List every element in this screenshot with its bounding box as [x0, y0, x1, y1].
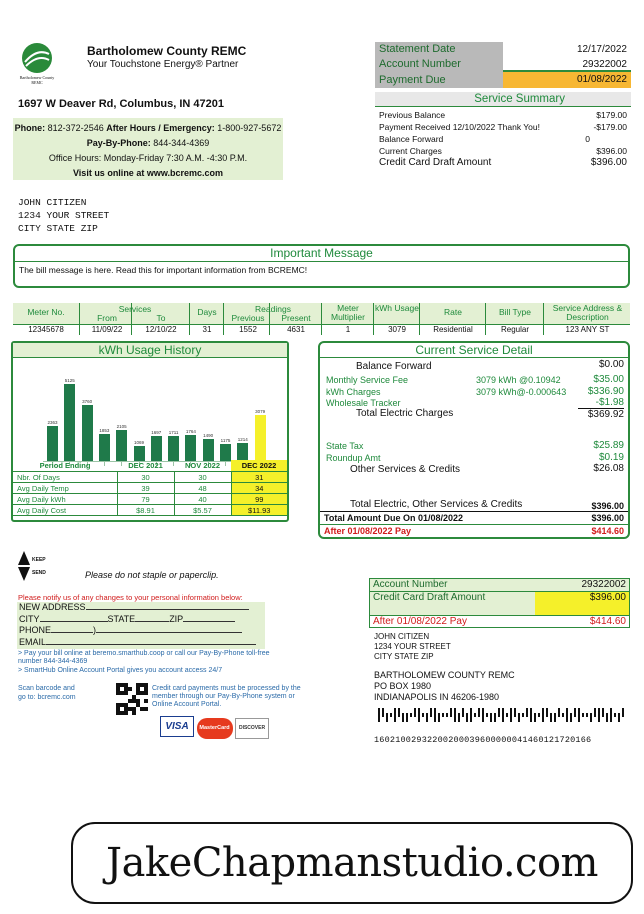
phone-paren: ): [93, 625, 97, 635]
usage-bar-label: 5125: [64, 378, 75, 383]
barcode-bar: [450, 708, 452, 717]
current-detail-title: Current Service Detail: [320, 343, 628, 358]
usage-bar-label: 1764: [185, 429, 196, 434]
remit-pobox: PO BOX 1980: [374, 681, 432, 691]
kwh-charges-label: kWh Charges: [326, 387, 381, 397]
zip-label: ZIP: [169, 613, 184, 624]
barcode-bar: [514, 708, 516, 717]
state-label: STATE: [107, 613, 136, 624]
barcode-bar: [458, 713, 460, 722]
barcode-bar: [442, 713, 444, 717]
barcode-bar: [474, 713, 476, 717]
barcode-bar: [454, 708, 456, 722]
from-date-header: From: [97, 313, 117, 323]
service-summary: [375, 92, 631, 169]
kwh-charges-detail: 3079 kWh@-0.000643: [476, 387, 567, 397]
statement-date: 12/17/2022: [576, 44, 627, 55]
kwh-charges-value: $336.90: [587, 386, 624, 397]
important-message-box: [13, 244, 630, 288]
barcode-bar: [602, 708, 604, 717]
email-field[interactable]: [46, 637, 256, 645]
usage-bar-label: 2105: [116, 424, 127, 429]
barcode-bar: [570, 713, 572, 722]
credit-card-draft-label: Credit Card Draft Amount: [379, 157, 492, 168]
days-value: 31: [202, 325, 212, 334]
to-date-header: To: [156, 313, 166, 323]
barcode-bar: [566, 708, 568, 722]
phone-area-field[interactable]: [51, 625, 93, 633]
zip-field[interactable]: [183, 614, 235, 622]
usage-row-label: Nbr. Of Days: [13, 472, 117, 483]
state-tax-label: State Tax: [326, 441, 364, 451]
usage-row-dec-2021: 39: [117, 483, 174, 494]
barcode-bar: [554, 713, 556, 722]
kwh-usage-value: 3079: [388, 325, 406, 334]
statement-date-label: Statement Date: [375, 42, 503, 57]
account-number: 29322002: [582, 59, 627, 70]
from-date-value: 11/09/22: [91, 325, 123, 334]
barcode-bar: [470, 708, 472, 722]
usage-chart: [43, 378, 283, 462]
usage-row-nov-2022: $5.57: [174, 505, 231, 516]
scan-barcode-note: Scan barcode and go to: bcremc.com: [18, 685, 76, 701]
usage-bar: [255, 415, 266, 462]
usage-bar: [151, 436, 162, 462]
logo-text: Bartholomew County REMC: [19, 75, 55, 85]
usage-bar: [168, 436, 179, 462]
smarthub-note: > SmartHub Online Account Portal gives you account access 24/7: [18, 667, 223, 674]
postal-barcode: [378, 708, 626, 722]
watermark-text: JakeChapmanstudio.com: [106, 840, 598, 886]
barcode-bar: [414, 708, 416, 717]
barcode-bar: [530, 708, 532, 722]
meter-no-header: Meter No.: [27, 307, 65, 317]
payment-received-value: -$179.00: [593, 122, 627, 132]
barcode-bar: [586, 713, 588, 717]
remit-after-label: After 01/08/2022 Pay: [373, 616, 467, 627]
usage-row-dec-2022: 99: [231, 494, 287, 505]
remit-ccd-label: Credit Card Draft Amount: [370, 592, 535, 615]
credit-card-note: Credit card payments must be processed by the member through our Pay-By-Phone system or Online Account Portal.: [152, 685, 301, 708]
remit-account-label: Account Number: [373, 579, 448, 590]
customer-street: 1234 YOUR STREET: [18, 210, 110, 221]
important-message-title: Important Message: [15, 246, 628, 262]
company-name: Bartholomew County REMC: [87, 44, 247, 58]
keep-label: KEEP: [32, 557, 46, 563]
meter-no-value: 12345678: [28, 325, 64, 334]
col-nov-2022-header: NOV 2022: [184, 461, 221, 470]
barcode-bar: [478, 708, 480, 717]
no-staple-note: Please do not staple or paperclip.: [85, 570, 219, 580]
website-text: Visit us online at www.bcremc.com: [72, 168, 224, 178]
barcode-bar: [438, 713, 440, 722]
barcode-bar: [518, 713, 520, 722]
monthly-fee-value: $35.00: [593, 374, 624, 385]
city-label: CITY: [19, 613, 40, 624]
send-label: SEND: [32, 570, 46, 576]
account-number-label: Account Number: [375, 57, 503, 72]
barcode-bar: [394, 708, 396, 722]
usage-row-dec-2021: $8.91: [117, 505, 174, 516]
barcode-bar: [590, 713, 592, 722]
barcode-bar: [550, 713, 552, 722]
barcode-bar: [462, 708, 464, 717]
service-address-value: 123 ANY ST: [565, 325, 610, 334]
barcode-bar: [558, 708, 560, 717]
watermark-box: [71, 822, 633, 904]
barcode-bar: [382, 708, 384, 717]
barcode-bar: [622, 708, 624, 717]
visa-icon: VISA: [160, 716, 194, 737]
usage-row-dec-2022: $11.93: [231, 505, 287, 516]
multiplier-value: 1: [345, 325, 351, 334]
customer-city: CITY STATE ZIP: [18, 223, 98, 234]
barcode-bar: [578, 708, 580, 722]
payment-received-label: Payment Received 12/10/2022 Thank You!: [379, 122, 540, 132]
wholesale-tracker-label: Wholesale Tracker: [326, 398, 401, 408]
remit-after-value: $414.60: [589, 616, 626, 627]
usage-bar: [64, 384, 75, 462]
barcode-bar: [406, 713, 408, 722]
usage-bar-label: 1069: [133, 440, 144, 445]
barcode-bar: [582, 713, 584, 717]
barcode-bar: [386, 713, 388, 722]
usage-row-label: Avg Daily kWh: [13, 494, 117, 505]
state-field[interactable]: [135, 614, 169, 622]
customer-address: [18, 196, 109, 235]
usage-row: [13, 483, 287, 494]
previous-reading-header: Previous: [231, 313, 265, 323]
balance-forward-detail-value: $0.00: [598, 359, 624, 370]
previous-reading-value: 1552: [239, 325, 257, 334]
phone-field[interactable]: [96, 625, 242, 633]
office-hours: Office Hours: Monday-Friday 7:30 A.M. -4:30 P.M.: [48, 153, 248, 163]
usage-bar-label: 2363: [47, 420, 58, 425]
total-all-value: $396.00: [591, 501, 624, 511]
balance-forward-label: Balance Forward: [379, 134, 444, 144]
contact-box: [13, 118, 283, 180]
new-address-label: NEW ADDRESS: [19, 602, 86, 612]
barcode-bar: [606, 713, 608, 722]
card-logos: [160, 716, 269, 738]
phone-number: 812-372-2546: [47, 123, 104, 133]
remit-customer-city: CITY STATE ZIP: [374, 652, 434, 661]
usage-row: [13, 505, 287, 516]
remit-account-number: 29322002: [581, 579, 626, 590]
usage-bar-label: 1711: [168, 430, 179, 435]
usage-bar: [185, 435, 196, 462]
phone-field-label: PHONE: [19, 625, 52, 635]
barcode-bar: [610, 708, 612, 722]
company-logo: [14, 40, 60, 86]
usage-table: [13, 460, 287, 516]
present-reading-header: Present: [281, 313, 311, 323]
period-ending-header: Period Ending: [39, 461, 91, 470]
usage-bar: [203, 439, 214, 462]
barcode-bar: [426, 713, 428, 722]
barcode-bar: [502, 708, 504, 722]
barcode-bar: [574, 708, 576, 717]
barcode-bar: [378, 708, 380, 722]
remit-customer-name: JOHN CITIZEN: [374, 632, 430, 641]
barcode-bar: [390, 713, 392, 717]
monthly-fee-detail: 3079 kWh @0.10942: [476, 375, 561, 385]
col-dec-2021-header: DEC 2021: [128, 461, 163, 470]
previous-reading-group-header: Readings: [255, 304, 291, 314]
total-due-value: $396.00: [591, 513, 624, 523]
current-service-detail: [318, 341, 630, 539]
pay-by-phone-number: 844-344-4369: [153, 138, 210, 148]
barcode-bar: [482, 708, 484, 722]
pay-online-note: > Pay your bill online at beremo.smarthub.coop or call our Pay-By-Phone toll-free number 844-344-4369: [18, 650, 270, 665]
multiplier-header: Meter Multiplier: [330, 303, 365, 322]
from-date-group-header: Services: [118, 304, 152, 314]
after-hours-number: 1-800-927-5672: [217, 123, 282, 133]
barcode-bar: [446, 713, 448, 717]
usage-row-dec-2022: 31: [231, 472, 287, 483]
new-address-field[interactable]: [86, 602, 249, 610]
bill-type-value: Regular: [500, 325, 529, 334]
bill-type-header: Bill Type: [499, 307, 531, 317]
remit-ccd-value: $396.00: [535, 592, 629, 615]
remit-customer-street: 1234 YOUR STREET: [374, 642, 451, 651]
barcode-bar: [538, 713, 540, 717]
payment-due-date: 01/08/2022: [503, 72, 631, 88]
barcode-bar: [542, 708, 544, 722]
col-dec-2022-header: DEC 2022: [231, 460, 287, 471]
current-charges-value: $396.00: [596, 146, 627, 156]
barcode-bar: [486, 713, 488, 717]
usage-bar-label: 1697: [151, 430, 162, 435]
usage-bar-label: 1490: [203, 433, 214, 438]
usage-bar-label: 1853: [99, 428, 110, 433]
barcode-bar: [510, 708, 512, 722]
usage-row-label: Avg Daily Cost: [13, 505, 117, 516]
qr-code[interactable]: [116, 683, 148, 715]
statement-header: [375, 42, 631, 88]
barcode-bar: [398, 708, 400, 717]
rate-value: Residential: [433, 325, 473, 334]
roundup-label: Roundup Amt: [326, 453, 381, 463]
usage-row: [13, 472, 287, 483]
usage-row-nov-2022: 30: [174, 472, 231, 483]
wholesale-tracker-value: -$1.98: [578, 397, 624, 409]
keep-send-arrow-icon: [18, 551, 30, 581]
barcode-bar: [546, 708, 548, 717]
barcode-bar: [598, 708, 600, 722]
service-summary-title: Service Summary: [375, 92, 631, 107]
usage-row-dec-2021: 79: [117, 494, 174, 505]
change-form: [17, 602, 265, 649]
previous-balance-value: $179.00: [596, 110, 627, 120]
balance-forward-value: 0: [585, 134, 590, 144]
current-charges-label: Current Charges: [379, 146, 442, 156]
usage-row: [13, 494, 287, 505]
balance-forward-detail-label: Balance Forward: [356, 361, 432, 372]
barcode-bar: [410, 713, 412, 717]
usage-row-nov-2022: 48: [174, 483, 231, 494]
barcode-bar: [526, 708, 528, 717]
usage-bar-label: 1214: [237, 437, 248, 442]
scan-line: 16021002932200200039600000041460121720166: [374, 735, 592, 745]
usage-row-label: Avg Daily Temp: [13, 483, 117, 494]
previous-balance-label: Previous Balance: [379, 110, 446, 120]
barcode-bar: [490, 713, 492, 722]
mastercard-icon: MasterCard: [197, 718, 233, 739]
notify-changes-text: Please notify us of any changes to your personal information below:: [18, 593, 243, 602]
meter-table: [13, 303, 630, 335]
usage-bar: [99, 434, 110, 462]
barcode-bar: [562, 713, 564, 717]
barcode-bar: [422, 713, 424, 717]
usage-row-dec-2021: 30: [117, 472, 174, 483]
monthly-fee-label: Monthly Service Fee: [326, 375, 409, 385]
usage-row-nov-2022: 40: [174, 494, 231, 505]
usage-bar-label: 3760: [82, 399, 93, 404]
barcode-bar: [498, 708, 500, 717]
total-electric-label: Total Electric Charges: [356, 408, 454, 419]
barcode-bar: [618, 713, 620, 722]
after-due-label: After 01/08/2022 Pay: [324, 526, 412, 536]
after-hours-label: After Hours / Emergency:: [106, 123, 215, 133]
barcode-bar: [418, 708, 420, 722]
other-services-value: $26.08: [593, 463, 624, 474]
kwh-usage-header: kWh Usage: [375, 303, 419, 313]
other-services-label: Other Services & Credits: [350, 464, 461, 475]
total-due-label: Total Amount Due On 01/08/2022: [324, 513, 464, 523]
usage-bar: [47, 426, 58, 462]
credit-card-draft-value: $396.00: [590, 157, 627, 168]
service-address-header: Service Address & Description: [552, 303, 623, 322]
usage-bar-label: 1175: [220, 438, 231, 443]
discover-icon: DISCOVER: [235, 718, 269, 739]
barcode-bar: [430, 708, 432, 717]
after-due-value: $414.60: [591, 526, 624, 536]
usage-bar: [116, 430, 127, 462]
barcode-bar: [614, 713, 616, 717]
remit-to-address: [374, 670, 515, 703]
phone-label: Phone:: [14, 123, 46, 133]
barcode-bar: [434, 708, 436, 722]
payment-due-label: Payment Due: [375, 72, 503, 88]
state-tax-value: $25.89: [593, 440, 624, 451]
roundup-value: $0.19: [598, 452, 624, 463]
barcode-bar: [466, 713, 468, 722]
usage-bar-label: 3079: [255, 409, 266, 414]
qr-code-icon: [116, 683, 148, 715]
city-field[interactable]: [40, 614, 108, 622]
remit-city: INDIANAPOLIS IN 46206-1980: [374, 692, 500, 702]
remit-company: BARTHOLOMEW COUNTY REMC: [374, 670, 515, 680]
barcode-bar: [522, 713, 524, 717]
total-all-label: Total Electric, Other Services & Credits: [350, 499, 523, 510]
to-date-value: 12/10/22: [145, 325, 177, 334]
total-electric-value: $369.92: [587, 409, 624, 420]
keep-send-indicator: [18, 551, 58, 581]
rate-header: Rate: [444, 307, 462, 317]
barcode-bar: [402, 713, 404, 722]
remit-customer: [374, 632, 451, 662]
usage-history-title: kWh Usage History: [13, 343, 287, 358]
barcode-bar: [534, 713, 536, 722]
company-tagline: Your Touchstone Energy® Partner: [87, 59, 239, 70]
barcode-bar: [494, 713, 496, 722]
customer-name: JOHN CITIZEN: [18, 197, 87, 208]
important-message-text: The bill message is here. Read this for important information from BCREMC!: [19, 265, 308, 275]
pay-by-phone-label: Pay-By-Phone:: [86, 138, 151, 148]
company-address: 1697 W Deaver Rd, Columbus, IN 47201: [18, 98, 225, 110]
email-label: EMAIL: [19, 636, 47, 647]
barcode-bar: [594, 708, 596, 717]
usage-row-dec-2022: 34: [231, 483, 287, 494]
days-header: Days: [197, 307, 217, 317]
barcode-bar: [506, 713, 508, 717]
remit-summary: [369, 578, 630, 628]
usage-bar: [82, 405, 93, 462]
present-reading-value: 4631: [287, 325, 305, 334]
